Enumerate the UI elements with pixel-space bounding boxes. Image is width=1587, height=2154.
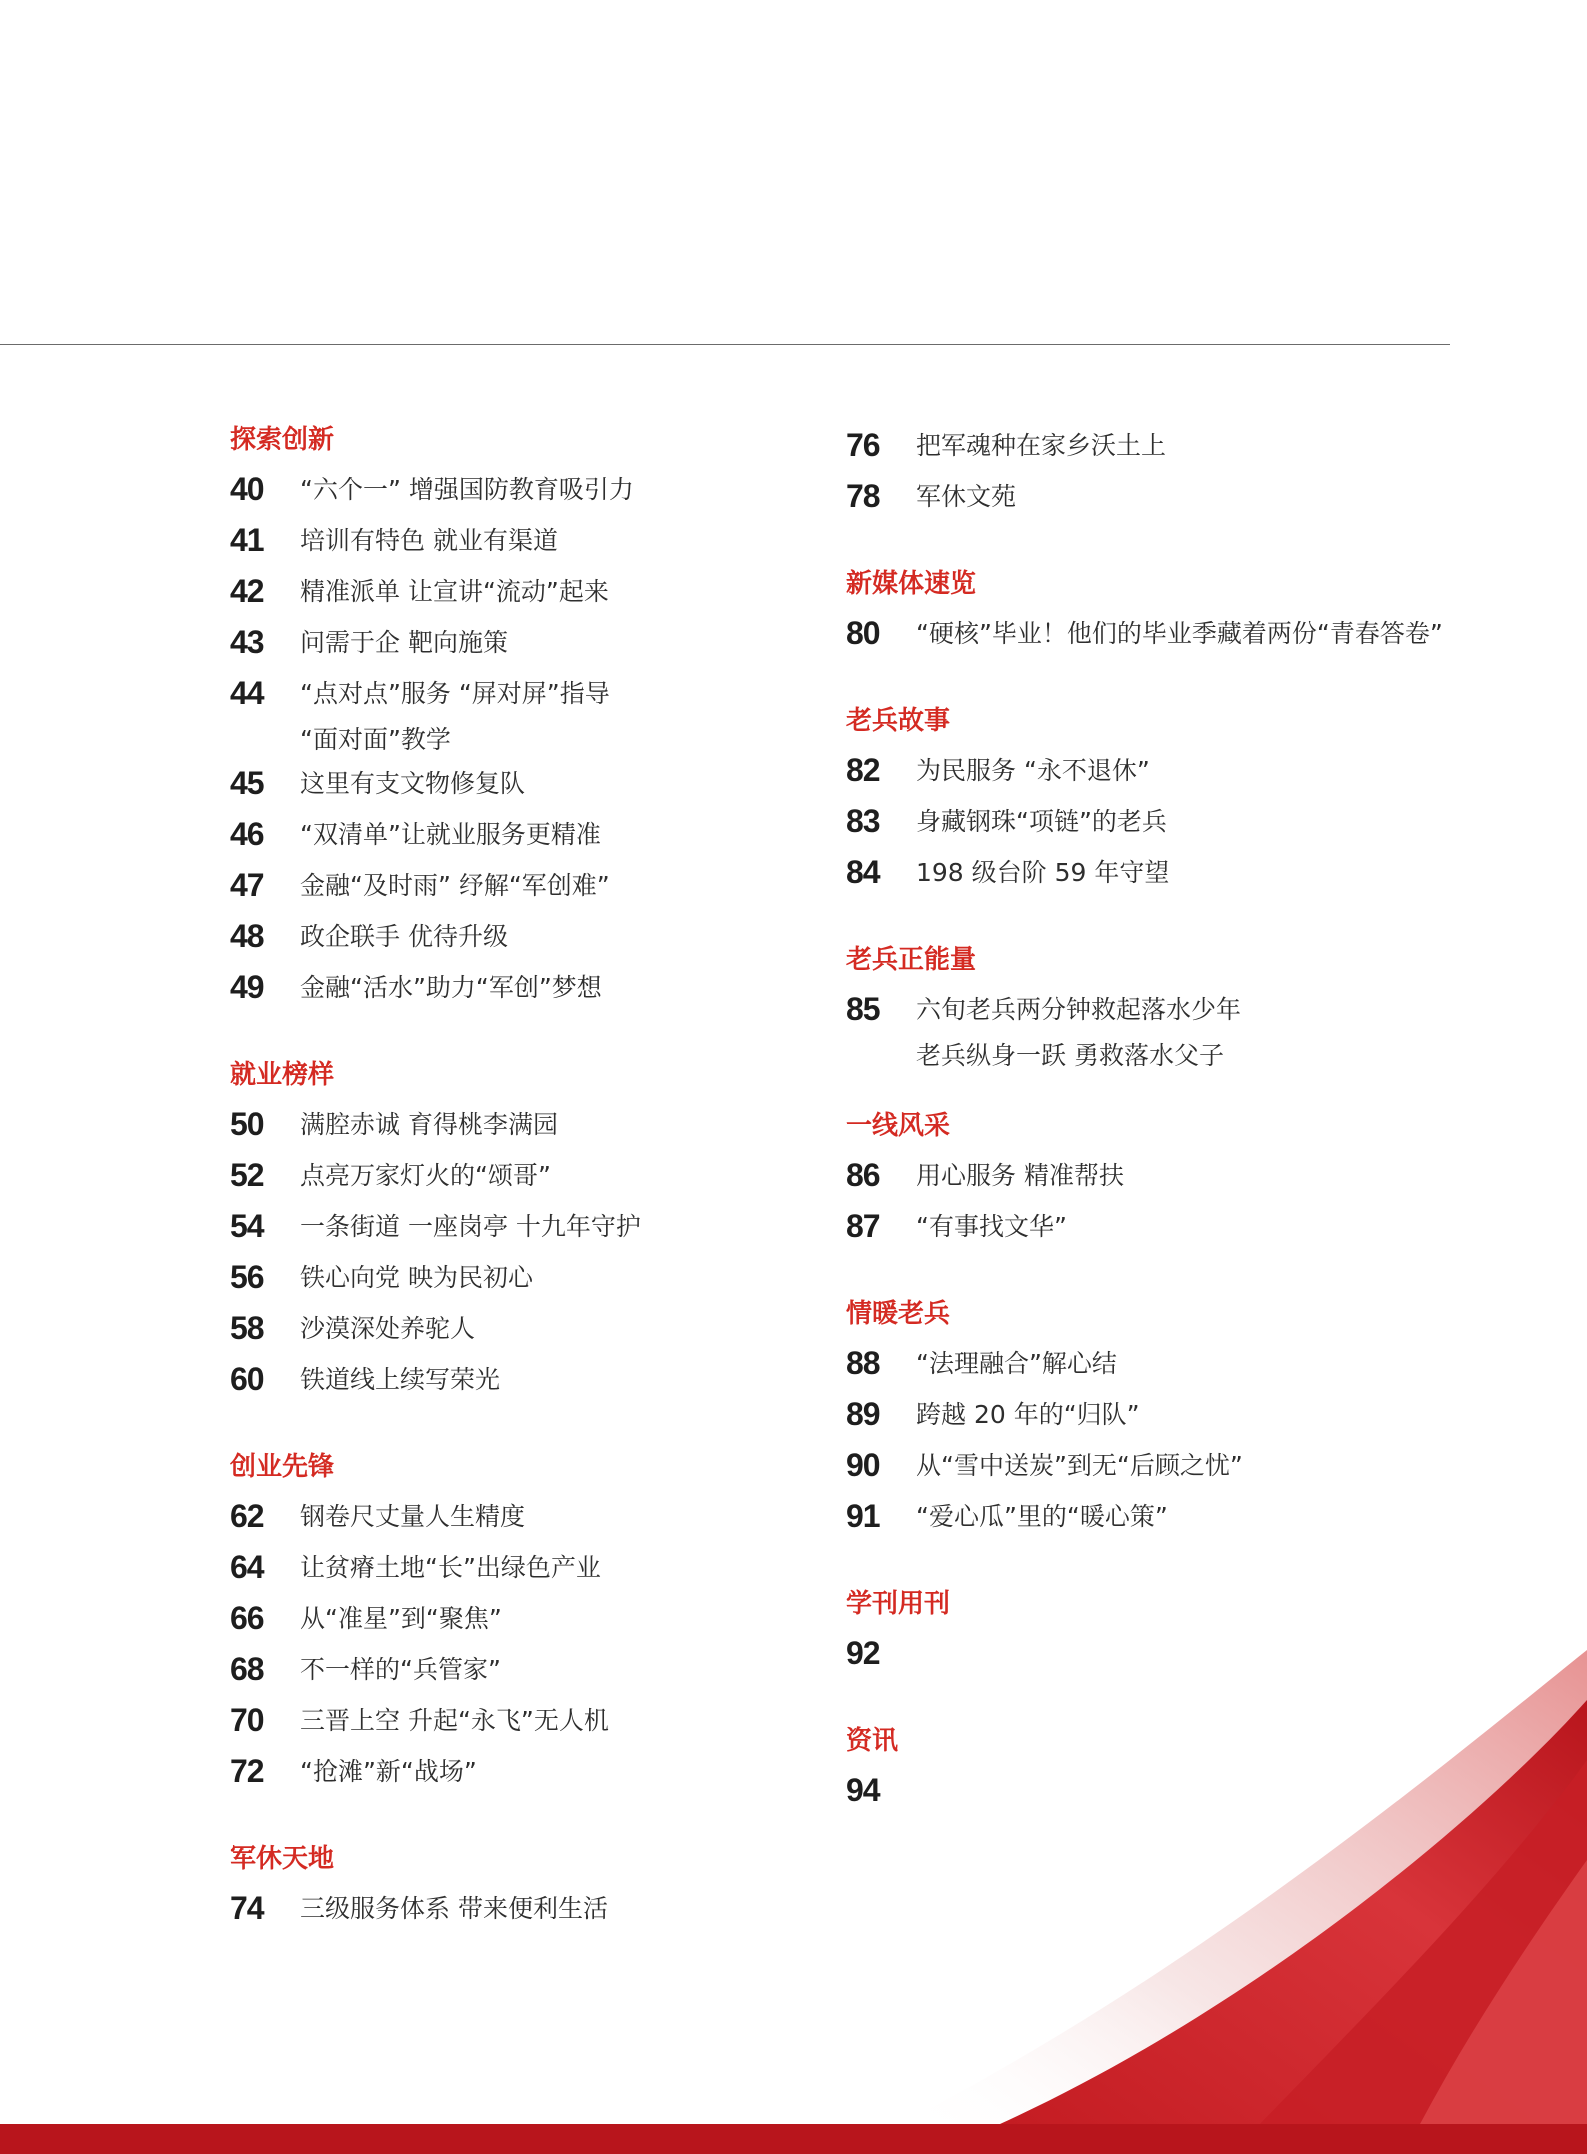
toc-entry[interactable]	[230, 1155, 830, 1206]
toc-column-right	[846, 425, 1486, 1821]
toc-section	[846, 1299, 1486, 1547]
article-title: 身藏钢珠“项链”的老兵	[916, 807, 1167, 836]
page-number: 58	[230, 1310, 264, 1346]
page-number: 92	[846, 1635, 880, 1671]
toc-entry[interactable]	[846, 1770, 1486, 1821]
article-title: 问需于企 靶向施策	[300, 628, 508, 657]
entry-titles	[916, 476, 1016, 510]
article-title: “爱心瓜”里的“暖心策”	[916, 1502, 1168, 1531]
toc-entry[interactable]	[230, 1751, 830, 1802]
entry-titles	[916, 613, 1443, 647]
entry-titles	[300, 1496, 525, 1530]
entry-titles	[916, 801, 1167, 835]
toc-section	[846, 706, 1486, 903]
toc-section	[846, 1111, 1486, 1257]
page-number: 84	[846, 854, 880, 890]
entry-titles	[300, 520, 558, 554]
entry-titles	[300, 865, 610, 899]
page-number: 90	[846, 1447, 880, 1483]
entry-titles	[916, 1155, 1124, 1189]
toc-entry[interactable]	[230, 1308, 830, 1359]
page-number: 44	[230, 675, 264, 711]
toc-entry[interactable]	[230, 967, 830, 1018]
toc-section	[230, 1452, 830, 1802]
page-number: 52	[230, 1157, 264, 1193]
toc-entry[interactable]	[230, 469, 830, 520]
toc-entry[interactable]	[230, 1257, 830, 1308]
page-number: 94	[846, 1772, 880, 1808]
entry-titles	[300, 814, 601, 848]
toc-entry[interactable]	[230, 1888, 830, 1939]
article-title: 沙漠深处养驼人	[300, 1314, 476, 1343]
section-heading: 情暖老兵	[846, 1299, 951, 1329]
page-number: 89	[846, 1396, 880, 1432]
toc-entry[interactable]	[230, 1359, 830, 1410]
page-number: 87	[846, 1208, 880, 1244]
article-title: 点亮万家灯火的“颂哥”	[300, 1161, 551, 1190]
toc-entry[interactable]	[846, 1394, 1486, 1445]
toc-section	[846, 569, 1486, 664]
article-title: 跨越 20 年的“归队”	[916, 1400, 1140, 1429]
page-number: 88	[846, 1345, 880, 1381]
article-title: 满腔赤诚 育得桃李满园	[300, 1110, 558, 1139]
section-heading: 学刊用刊	[846, 1589, 951, 1619]
entry-titles	[916, 1343, 1117, 1377]
page-number: 42	[230, 573, 264, 609]
entry-titles	[300, 1547, 601, 1581]
page-number: 70	[230, 1702, 264, 1738]
article-title: 铁心向党 映为民初心	[300, 1263, 533, 1292]
entry-titles	[300, 1359, 500, 1393]
toc-section	[846, 1726, 1486, 1821]
page-number: 50	[230, 1106, 264, 1142]
toc-section	[846, 1589, 1486, 1684]
toc-entry[interactable]	[230, 1206, 830, 1257]
toc-entry[interactable]	[846, 1633, 1486, 1684]
toc-entry[interactable]	[230, 571, 830, 622]
article-title: “抢滩”新“战场”	[300, 1757, 477, 1786]
article-title: 三级服务体系 带来便利生活	[300, 1894, 608, 1923]
toc-entry[interactable]	[230, 673, 830, 753]
article-title: “法理融合”解心结	[916, 1349, 1117, 1378]
article-title: 六旬老兵两分钟救起落水少年	[916, 995, 1242, 1024]
toc-entry[interactable]	[230, 763, 830, 814]
toc-entry[interactable]	[846, 425, 1486, 476]
page-number: 68	[230, 1651, 264, 1687]
toc-entry[interactable]	[230, 916, 830, 967]
page-number: 72	[230, 1753, 264, 1789]
article-title: 为民服务 “永不退休”	[916, 756, 1150, 785]
section-heading: 老兵正能量	[846, 945, 977, 975]
article-title: 政企联手 优待升级	[300, 922, 508, 951]
entry-titles	[916, 425, 1166, 459]
entry-titles	[300, 1206, 641, 1240]
entry-titles	[916, 750, 1150, 784]
article-title: 金融“活水”助力“军创”梦想	[300, 973, 602, 1002]
article-title: 不一样的“兵管家”	[300, 1655, 501, 1684]
toc-entry[interactable]	[846, 1496, 1486, 1547]
toc-column-left	[230, 425, 830, 1939]
page-number: 56	[230, 1259, 264, 1295]
page-number: 43	[230, 624, 264, 660]
page-number: 74	[230, 1890, 264, 1926]
toc-entry[interactable]	[230, 865, 830, 916]
page-number: 83	[846, 803, 880, 839]
section-heading: 资讯	[846, 1726, 899, 1756]
page-number: 40	[230, 471, 264, 507]
entry-titles	[300, 967, 602, 1001]
entry-titles	[300, 763, 525, 797]
toc-entry[interactable]	[846, 801, 1486, 852]
article-title: “面对面”教学	[300, 725, 451, 754]
article-title: 一条街道 一座岗亭 十九年守护	[300, 1212, 641, 1241]
entry-titles	[300, 1700, 609, 1734]
page-number: 85	[846, 991, 880, 1027]
page-number: 48	[230, 918, 264, 954]
article-title: “点对点”服务 “屏对屏”指导	[300, 679, 610, 708]
page-number: 49	[230, 969, 264, 1005]
page-number: 91	[846, 1498, 880, 1534]
section-heading: 就业榜样	[230, 1060, 335, 1090]
entry-titles	[916, 852, 1169, 886]
toc-entry[interactable]	[230, 1547, 830, 1598]
toc-entry[interactable]	[230, 1700, 830, 1751]
page-number: 78	[846, 478, 880, 514]
entry-titles	[300, 1155, 551, 1189]
toc-entry[interactable]	[230, 622, 830, 673]
toc-section	[230, 425, 830, 1018]
bottom-red-band	[0, 2124, 1587, 2154]
toc-entry[interactable]	[846, 1343, 1486, 1394]
header-rule	[0, 344, 1450, 345]
entry-titles	[300, 469, 634, 503]
article-title: 198 级台阶 59 年守望	[916, 858, 1170, 887]
toc-entry[interactable]	[846, 989, 1486, 1069]
entry-titles	[300, 1888, 608, 1922]
page-number: 86	[846, 1157, 880, 1193]
entry-titles	[916, 1445, 1243, 1479]
article-title: 铁道线上续写荣光	[300, 1365, 501, 1394]
toc-entry[interactable]	[846, 852, 1486, 903]
entry-titles	[300, 1649, 501, 1683]
toc-entry[interactable]	[230, 1104, 830, 1155]
toc-entry[interactable]	[846, 750, 1486, 801]
page-number: 64	[230, 1549, 264, 1585]
article-title: 从“雪中送炭”到无“后顾之忧”	[916, 1451, 1243, 1480]
article-title: 把军魂种在家乡沃土上	[916, 431, 1167, 460]
entry-titles	[916, 1206, 1067, 1240]
entry-titles	[300, 916, 508, 950]
toc-section	[230, 1060, 830, 1410]
section-heading: 创业先锋	[230, 1452, 335, 1482]
article-title: “六个一” 增强国防教育吸引力	[300, 475, 634, 504]
section-heading: 新媒体速览	[846, 569, 977, 599]
page-number: 80	[846, 615, 880, 651]
article-title: 从“准星”到“聚焦”	[300, 1604, 502, 1633]
section-heading: 军休天地	[230, 1844, 335, 1874]
entry-titles	[916, 1496, 1168, 1530]
entry-titles	[300, 1751, 477, 1785]
section-heading: 探索创新	[230, 425, 335, 455]
page-number: 82	[846, 752, 880, 788]
entry-titles	[300, 673, 610, 753]
article-title: 三晋上空 升起“永飞”无人机	[300, 1706, 609, 1735]
article-title: 军休文苑	[916, 482, 1017, 511]
page-number: 54	[230, 1208, 264, 1244]
article-title: 培训有特色 就业有渠道	[300, 526, 558, 555]
toc-entry[interactable]	[846, 1445, 1486, 1496]
toc-entry[interactable]	[846, 1155, 1486, 1206]
page-number: 76	[846, 427, 880, 463]
toc-entry[interactable]	[230, 1496, 830, 1547]
entry-titles	[300, 1308, 475, 1342]
article-title: 用心服务 精准帮扶	[916, 1161, 1124, 1190]
page-number: 46	[230, 816, 264, 852]
article-title: 老兵纵身一跃 勇救落水父子	[916, 1041, 1224, 1070]
page-number: 47	[230, 867, 264, 903]
page-number: 45	[230, 765, 264, 801]
entry-titles	[916, 989, 1241, 1069]
toc-entry[interactable]	[230, 1598, 830, 1649]
entry-titles	[300, 622, 508, 656]
article-title: “双清单”让就业服务更精准	[300, 820, 601, 849]
article-title: 钢卷尺丈量人生精度	[300, 1502, 526, 1531]
article-title: 金融“及时雨” 纾解“军创难”	[300, 871, 610, 900]
toc-section	[230, 1844, 830, 1939]
section-heading: 一线风采	[846, 1111, 951, 1141]
page-number: 41	[230, 522, 264, 558]
page-number: 66	[230, 1600, 264, 1636]
toc-entry[interactable]	[846, 613, 1486, 664]
toc-entry[interactable]	[846, 476, 1486, 527]
entry-titles	[300, 1104, 558, 1138]
toc-section	[846, 425, 1486, 527]
toc-section	[846, 945, 1486, 1069]
entry-titles	[916, 1394, 1140, 1428]
page-number: 62	[230, 1498, 264, 1534]
toc-entry[interactable]	[230, 1649, 830, 1700]
section-heading: 老兵故事	[846, 706, 951, 736]
toc-entry[interactable]	[230, 814, 830, 865]
entry-titles	[300, 1257, 533, 1291]
article-title: 精准派单 让宣讲“流动”起来	[300, 577, 609, 606]
article-title: 这里有支文物修复队	[300, 769, 526, 798]
article-title: 让贫瘠土地“长”出绿色产业	[300, 1553, 601, 1582]
article-title: “有事找文华”	[916, 1212, 1067, 1241]
page-number: 60	[230, 1361, 264, 1397]
toc-entry[interactable]	[846, 1206, 1486, 1257]
entry-titles	[300, 1598, 502, 1632]
entry-titles	[300, 571, 609, 605]
toc-entry[interactable]	[230, 520, 830, 571]
article-title: “硬核”毕业！他们的毕业季藏着两份“青春答卷”	[916, 619, 1443, 648]
